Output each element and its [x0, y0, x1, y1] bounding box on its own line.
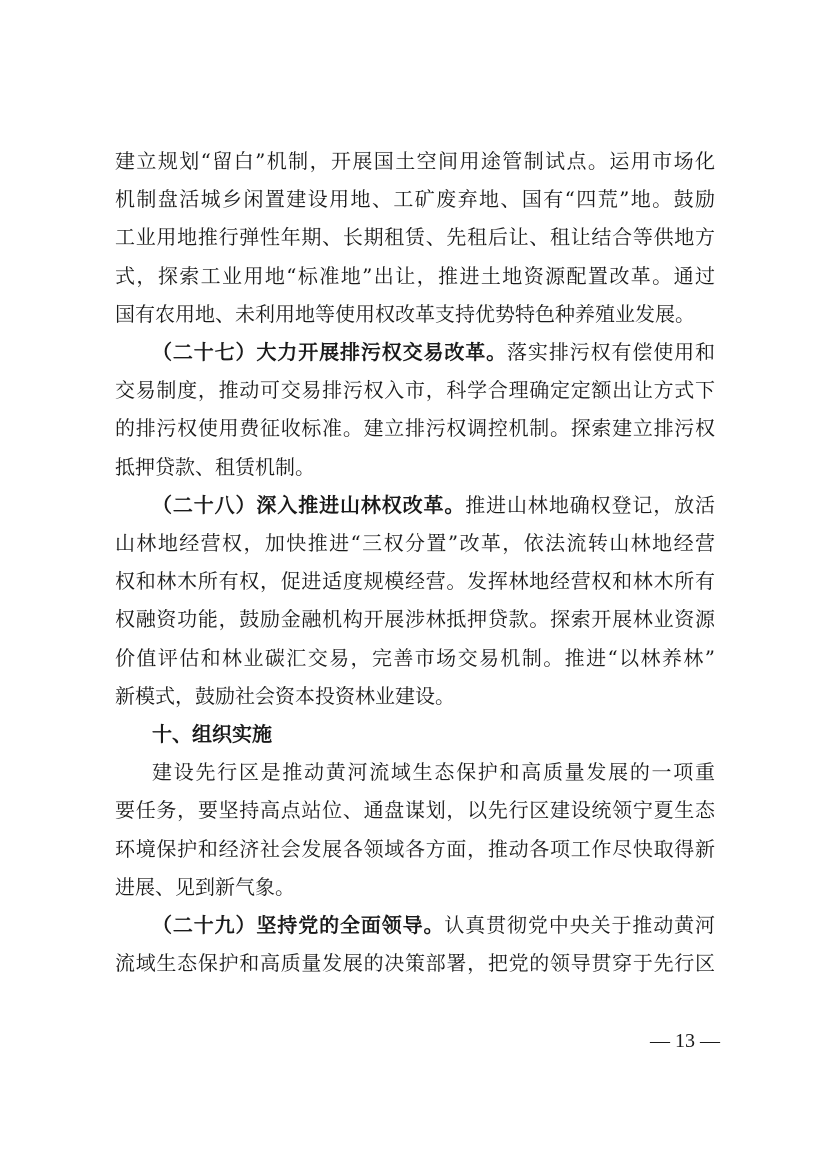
paragraph-emission-rights	[115, 333, 715, 486]
text-line: 权和林木所有权，促进适度规模经营。发挥林地经营权和林木所有	[115, 569, 715, 594]
paragraph-first-line	[115, 486, 715, 524]
text-line: 新模式，鼓励社会资本投资林业建设。	[115, 683, 455, 708]
text-line: 环境保护和经济社会发展各领域各方面，推动各项工作尽快取得新	[115, 836, 715, 861]
paragraph-party-leadership	[115, 906, 715, 982]
paragraph-forest-rights	[115, 486, 715, 715]
text-line: 交易制度，推动可交易排污权入市，科学合理确定定额出让方式下	[115, 378, 715, 403]
text-line: 进展、见到新气象。	[115, 874, 295, 899]
clause-text: 推进山林地确权登记，放活	[465, 492, 716, 517]
paragraph-implementation	[115, 753, 715, 906]
text-line: 要任务，要坚持高点站位、通盘谋划，以先行区建设统领宁夏生态	[115, 798, 715, 823]
clause-text: 落实排污权有偿使用和	[507, 340, 716, 365]
paragraph-first-line	[115, 906, 715, 944]
text-line: 机制盘活城乡闲置建设用地、工矿废弃地、国有“四荒”地。鼓励	[115, 187, 715, 212]
clause-heading: （二十七）大力开展排污权交易改革。	[152, 340, 508, 365]
page-number: — 13 —	[650, 1030, 720, 1052]
paragraph-land-reform	[115, 142, 715, 333]
document-body	[115, 142, 715, 982]
text-line: 建立规划“留白”机制，开展国土空间用途管制试点。运用市场化	[115, 149, 715, 173]
text-line: 权融资功能，鼓励金融机构开展涉林抵押贷款。探索开展林业资源	[115, 607, 715, 632]
clause-text: 认真贯彻党中央关于推动黄河	[444, 913, 716, 938]
paragraph-first-line: 建设先行区是推动黄河流域生态保护和高质量发展的一项重	[152, 760, 715, 785]
text-line: 抵押贷款、租赁机制。	[115, 454, 315, 479]
text-line: 工业用地推行弹性年期、长期租赁、先租后让、租让结合等供地方	[115, 225, 715, 250]
text-line: 国有农用地、未利用地等使用权改革支持优势特色种养殖业发展。	[115, 301, 695, 326]
text-line: 的排污权使用费征收标准。建立排污权调控机制。探索建立排污权	[115, 416, 715, 441]
paragraph-first-line	[115, 333, 715, 371]
text-line: 山林地经营权，加快推进“三权分置”改革，依法流转山林地经营	[115, 531, 715, 556]
clause-heading: （二十八）深入推进山林权改革。	[152, 492, 466, 517]
clause-heading: （二十九）坚持党的全面领导。	[152, 913, 445, 938]
text-line: 价值评估和林业碳汇交易，完善市场交易机制。推进“以林养林”	[115, 645, 715, 670]
text-line: 流域生态保护和高质量发展的决策部署，把党的领导贯穿于先行区	[115, 951, 715, 976]
section-heading: 十、组织实施	[152, 722, 272, 747]
text-line: 式，探索工业用地“标准地”出让，推进土地资源配置改革。通过	[115, 263, 715, 288]
